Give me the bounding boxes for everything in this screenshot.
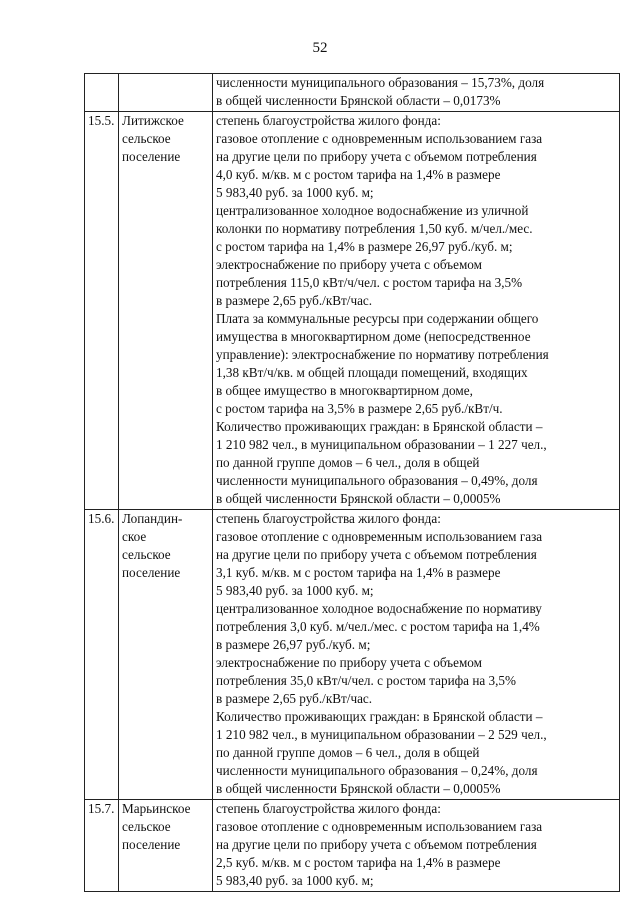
description-line: газовое отопление с одновременным использованием газа — [216, 819, 543, 834]
description-line: электроснабжение по прибору учета с объемом — [216, 655, 482, 670]
table-row — [85, 800, 620, 892]
settlement-name — [119, 510, 213, 800]
description-line: с ростом тарифа на 3,5% в размере 2,65 руб./кВт/ч. — [216, 401, 503, 416]
description-line: численности муниципального образования – 0,49%, доля — [216, 473, 538, 488]
description-line: степень благоустройства жилого фонда: — [216, 801, 441, 816]
description-line: в общее имущество в многоквартирном доме, — [216, 383, 473, 398]
description-line: 2,5 куб. м/кв. м с ростом тарифа на 1,4% в размере — [216, 855, 501, 870]
settlement-name — [119, 112, 213, 510]
description-line: 3,1 куб. м/кв. м с ростом тарифа на 1,4% в размере — [216, 565, 501, 580]
description-line: 4,0 куб. м/кв. м с ростом тарифа на 1,4% в размере — [216, 167, 501, 182]
description-line: 5 983,40 руб. за 1000 куб. м; — [216, 185, 374, 200]
description-line: в размере 2,65 руб./кВт/час. — [216, 293, 373, 308]
description-line: Количество проживающих граждан: в Брянской области – — [216, 709, 543, 724]
settlement-name-line: Литижское — [122, 113, 184, 128]
settlement-name-line: сельское — [122, 131, 171, 146]
description-line: степень благоустройства жилого фонда: — [216, 511, 441, 526]
settlement-name-line: Лопандин- — [122, 511, 183, 526]
description-line: потребления 35,0 кВт/ч/чел. с ростом тарифа на 3,5% — [216, 673, 516, 688]
description-line: в размере 26,97 руб./куб. м; — [216, 637, 371, 652]
settlement-name-line: поселение — [122, 149, 181, 164]
description-cell — [213, 510, 620, 800]
description-line: централизованное холодное водоснабжение из уличной — [216, 203, 529, 218]
row-number: 15.6. — [85, 510, 119, 800]
description-line: централизованное холодное водоснабжение по нормативу — [216, 601, 542, 616]
settlement-name-line: сельское — [122, 819, 171, 834]
settlement-name-line: ское — [122, 529, 147, 544]
tariff-table — [84, 73, 620, 892]
description-line: 1 210 982 чел., в муниципальном образовании – 2 529 чел., — [216, 727, 547, 742]
settlement-name — [119, 800, 213, 892]
description-cell — [213, 74, 620, 112]
description-line: на другие цели по прибору учета с объемом потребления — [216, 837, 537, 852]
description-line: потребления 115,0 кВт/ч/чел. с ростом тарифа на 3,5% — [216, 275, 523, 290]
description-line: Плата за коммунальные ресурсы при содержании общего — [216, 311, 539, 326]
table-row — [85, 74, 620, 112]
description-line: численности муниципального образования – 15,73%, доля — [216, 75, 545, 90]
description-line: потребления 3,0 куб. м/чел./мес. с ростом тарифа на 1,4% — [216, 619, 540, 634]
description-line: газовое отопление с одновременным использованием газа — [216, 529, 543, 544]
description-line: на другие цели по прибору учета с объемом потребления — [216, 149, 537, 164]
row-number — [85, 74, 119, 112]
description-line: по данной группе домов – 6 чел., доля в общей — [216, 455, 480, 470]
description-line: в общей численности Брянской области – 0,0173% — [216, 93, 501, 108]
settlement-name — [119, 74, 213, 112]
page-number: 52 — [312, 40, 328, 56]
description-line: в общей численности Брянской области – 0,0005% — [216, 491, 501, 506]
description-line: на другие цели по прибору учета с объемом потребления — [216, 547, 537, 562]
description-line: в размере 2,65 руб./кВт/час. — [216, 691, 373, 706]
description-line: 1 210 982 чел., в муниципальном образовании – 1 227 чел., — [216, 437, 547, 452]
description-cell — [213, 112, 620, 510]
description-line: имущества в многоквартирном доме (непосредственное — [216, 329, 531, 344]
row-number: 15.7. — [85, 800, 119, 892]
description-line: 1,38 кВт/ч/кв. м общей площади помещений, входящих — [216, 365, 528, 380]
description-line: электроснабжение по прибору учета с объемом — [216, 257, 482, 272]
row-number: 15.5. — [85, 112, 119, 510]
settlement-name-line: поселение — [122, 837, 181, 852]
settlement-name-line: Марьинское — [122, 801, 191, 816]
table-row — [85, 510, 620, 800]
description-line: в общей численности Брянской области – 0,0005% — [216, 781, 501, 796]
description-line: численности муниципального образования – 0,24%, доля — [216, 763, 538, 778]
description-line: по данной группе домов – 6 чел., доля в общей — [216, 745, 480, 760]
table-row — [85, 112, 620, 510]
description-line: с ростом тарифа на 1,4% в размере 26,97 руб./куб. м; — [216, 239, 513, 254]
description-cell — [213, 800, 620, 892]
description-line: газовое отопление с одновременным использованием газа — [216, 131, 543, 146]
description-line: 5 983,40 руб. за 1000 куб. м; — [216, 583, 374, 598]
description-line: степень благоустройства жилого фонда: — [216, 113, 441, 128]
description-line: Количество проживающих граждан: в Брянской области – — [216, 419, 543, 434]
description-line: 5 983,40 руб. за 1000 куб. м; — [216, 873, 374, 888]
settlement-name-line: сельское — [122, 547, 171, 562]
table-body — [85, 74, 620, 892]
settlement-name-line: поселение — [122, 565, 181, 580]
description-line: управление): электроснабжение по нормативу потребления — [216, 347, 549, 362]
description-line: колонки по нормативу потребления 1,50 куб. м/чел./мес. — [216, 221, 533, 236]
